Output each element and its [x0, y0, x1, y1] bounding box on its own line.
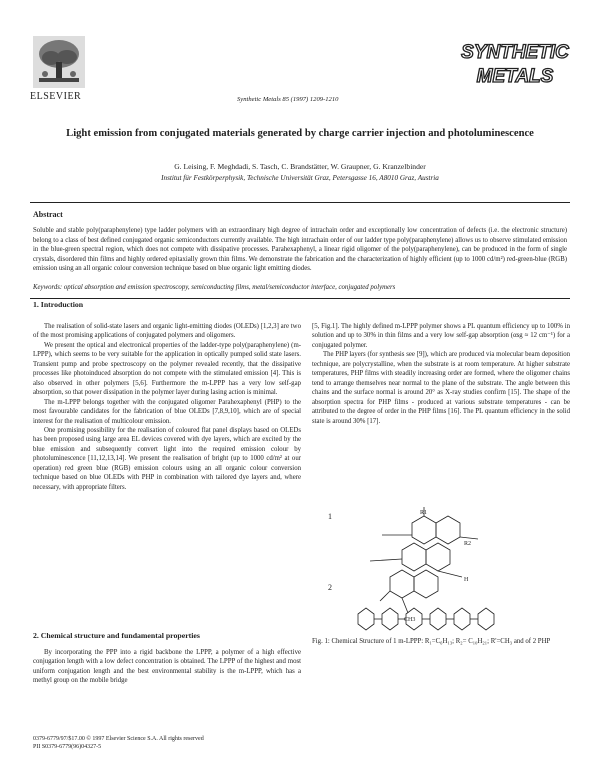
right-paragraph: [5, Fig.1]. The highly defined m-LPPP polymer shows a PL quantum efficiency up to 100% in solution and up to 30% in thin films and a very low self-gap absorption (αsg ≈ 12 cm⁻¹) for a conjugated polymer. [312, 323, 570, 349]
h-label: H [464, 577, 469, 583]
intro-heading: 1. Introduction [33, 300, 84, 309]
intro-body [33, 322, 301, 492]
structure-1-label: 1 [328, 512, 332, 521]
synthetic-metals-logo [458, 36, 572, 90]
divider-top [30, 202, 570, 203]
copyright-footnote [33, 735, 301, 751]
pii-line: PII S0379-6779(96)04327-5 [33, 744, 102, 751]
intro-paragraph: One promising possibility for the realisation of coloured flat panel displays based on OLEDs has been proposed using large area EL devices covered with dye layers, which are excited by the blue emission and subsequently convert light into the required emission colour by photoluminescence [11,12,13,14]. We present the realisation of bright (up to 1000 cd/m² at our operation) red green blue (RGB) emission colours using an all organic colour conversion technique based on blue OLEDs with PHP in combination with tailored dye layers and, where necessary, with appropriate filters. [33, 426, 301, 491]
author-list: G. Leising, F. Meghdadi, S. Tasch, C. Brandstätter, W. Graupner, G. Kranzelbinder [174, 162, 426, 171]
publisher-name: ELSEVIER [30, 91, 82, 102]
elsevier-tree-logo [33, 36, 85, 88]
php-structure-figure [312, 578, 570, 638]
logo-line1: SYNTHETIC [461, 42, 569, 63]
r2-label: R2 [464, 541, 472, 547]
abstract-heading: Abstract [33, 210, 63, 219]
right-paragraph: The PHP layers (for synthesis see [9]), which are produced via molecular beam deposition technique, are polycrystalline, when the substrate is at room temperature. At higher substrate temperatures, PHP films with steadily increasing order are formed, where the oligomer chains tend to arrange themselves near normal to the plane of the substrate. The angle between this chains and the surface normal is around 20° as X-ray studies confirm [15]. The shape of the absorption spectra for PHP films - produced at various substrate temperatures - can be attributed to the degree of order in the PHP films [16]. The PL quantum efficiency in the solid state is around 30% [17]. [312, 351, 570, 425]
intro-paragraph: The realisation of solid-state lasers and organic light-emitting diodes (OLEDs) [1,2,3] are two of the most promising applications of conjugated polymers and oligomers. [33, 323, 301, 340]
ch3-label: CH3 [404, 617, 416, 623]
chem-paragraph: By incorporating the PPP into a rigid backbone the LPPP, a polymer of a high effective conjugation length with a low defect concentration is obtained. The LPPP of the highest and most uniform conjugation length and the best environmental stability is the m-LPPP, which has a methyl group on the mobile bridge [33, 649, 301, 685]
structure-2-label: 2 [328, 583, 332, 592]
keywords: Keywords: optical absorption and emission spectroscopy, semiconducting films, metal/semiconductor interface, conjugated polymers [33, 284, 396, 291]
chem-body [33, 648, 301, 686]
chem-heading: 2. Chemical structure and fundamental properties [33, 631, 200, 640]
intro-paragraph: The m-LPPP belongs together with the conjugated oligomer Parahexaphenyl (PHP) to the most favourable candidates for the fabrication of blue OLEDs [7,8,9,10], which are of special interest for the realisation of multicolour emission. [33, 398, 301, 425]
figure-caption: Fig. 1: Chemical Structure of 1 m-LPPP: R₁=C₆H₁₃; R₂= C₁₀H₂₁; R'=CH₃ and of 2 PHP [312, 638, 551, 645]
affiliation: Institut für Festkörperphysik, Technische Universität Graz, Petersgasse 16, A8010 Graz, Austria [161, 174, 439, 182]
abstract-text: Soluble and stable poly(paraphenylene) type ladder polymers with an extraordinary high degree of intrachain order and exceptionally low concentration of defects (i.e. the electronic structure) belong to a class of best defined conjugated organic semiconductors currently available. The high intrachain order of our ladder type poly(paraphenylene) allows us to observe stimulated emission in the blue-green spectral region, which does not compete with dissipative processes. Parahexaphenyl, a linear rigid oligomer of the poly(paraphenylene), can be produced in the form of single crystals, disordered thin films and highly ordered epitaxially grown thin films. We demonstrate the fabrication and the characterization of highly efficient (up to 1000 cd/m²) red-green-blue (RGB) emission using an all organic colour conversion technique based on blue organic light emitting diodes. [33, 227, 567, 273]
intro-paragraph: We present the optical and electronical properties of the ladder-type poly(paraphenylene) (m-LPPP), which seems to be very suitable for the application in optically pumped solid state lasers. Transient pump and probe spectroscopy on the polymer revealed recently, that the dissipative processes like photoinduced absorption do not compete with the stimulated emission [4]. This is also observed in other polymers [5,6]. Furthermore the m-LPPP has a very low self-gap absorption, so that power dissipation in the polymer layer during lasing action is minimal. [33, 341, 301, 397]
r1-label: R1 [420, 510, 428, 516]
php-structure [358, 608, 494, 630]
paper-title: Light emission from conjugated materials generated by charge carrier injection and photoluminescence [66, 128, 534, 139]
right-body [312, 322, 570, 426]
divider-bottom [30, 298, 570, 299]
copyright-line: 0379-6779/97/$17.00 © 1997 Elsevier Science S.A. All rights reserved [33, 736, 204, 742]
journal-reference: Synthetic Metals 85 (1997) 1209-1210 [237, 96, 339, 103]
logo-line2: METALS [476, 66, 554, 87]
